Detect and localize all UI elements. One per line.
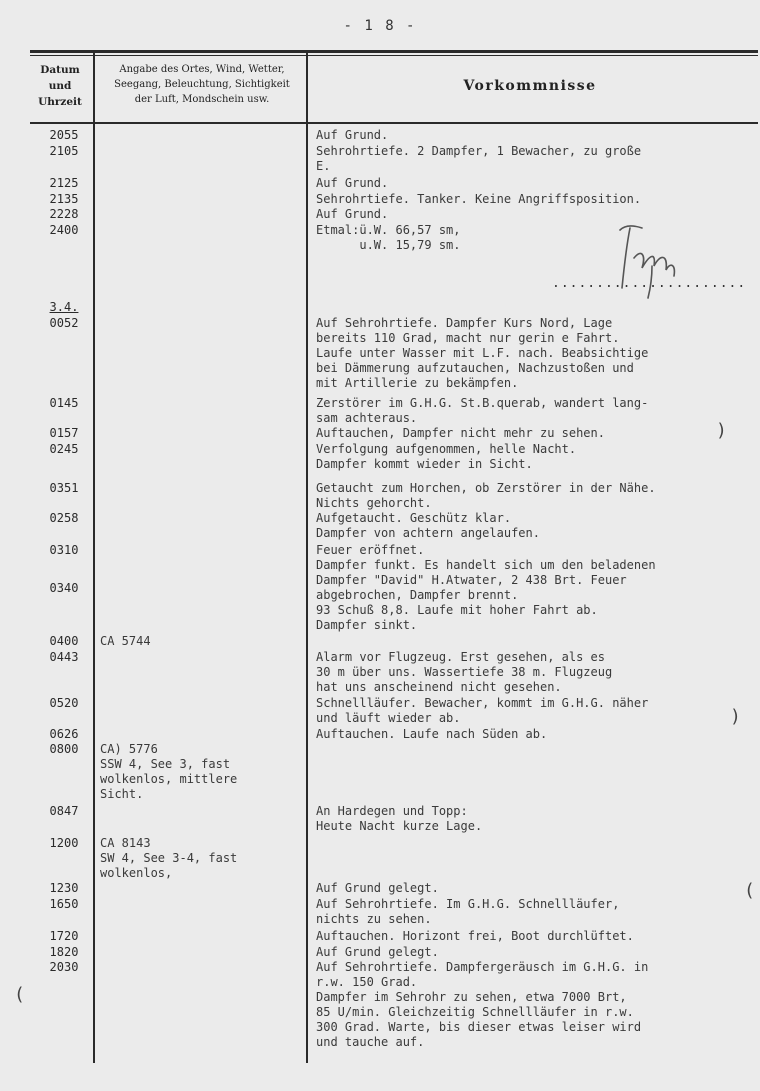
event-line: Auf Grund gelegt. (316, 881, 439, 895)
time-entry: 0520 (49, 696, 79, 710)
time-entry: 0626 (49, 727, 79, 741)
time-entry: 0443 (49, 650, 79, 664)
event-line: r.w. 150 Grad. (316, 975, 418, 989)
event-line: u.W. 15,79 sm. (316, 238, 461, 252)
top-rule-thin (30, 55, 758, 56)
event-line: abgebrochen, Dampfer brennt. (316, 588, 519, 602)
time-entry: 0351 (49, 481, 79, 495)
time-entry: 1820 (49, 945, 79, 959)
header-angabe (98, 62, 306, 107)
event-line: Aufgetaucht. Geschütz klar. (316, 511, 512, 525)
header-datum-line: Uhrzeit (38, 96, 82, 108)
top-rule-thick (30, 50, 758, 53)
weather-entry: SSW 4, See 3, fast (100, 757, 231, 771)
column-divider-2 (306, 53, 308, 1063)
time-entry: 1650 (49, 897, 79, 911)
event-line: Auf Sehrohrtiefe. Dampfer Kurs Nord, Lage (316, 316, 613, 330)
event-line: Auf Sehrohrtiefe. Dampfergeräusch im G.H.G. in (316, 960, 649, 974)
time-entry: 0145 (49, 396, 79, 410)
time-entry: 2228 (49, 207, 79, 221)
time-entry: 0400 (49, 634, 79, 648)
event-line: Heute Nacht kurze Lage. (316, 819, 483, 833)
event-line: Dampfer kommt wieder in Sicht. (316, 457, 533, 471)
event-line: Laufe unter Wasser mit L.F. nach. Beabsichtige (316, 346, 649, 360)
event-line: Dampfer sinkt. (316, 618, 418, 632)
event-line: und läuft wieder ab. (316, 711, 461, 725)
time-entry: 1200 (49, 836, 79, 850)
event-line: Alarm vor Flugzeug. Erst gesehen, als es (316, 650, 605, 664)
event-line: Dampfer von achtern angelaufen. (316, 526, 540, 540)
location-entry: CA 8143 (100, 836, 151, 850)
weather-entry: wolkenlos, mittlere (100, 772, 238, 786)
event-line: Auftauchen, Dampfer nicht mehr zu sehen. (316, 426, 605, 440)
event-line: Auftauchen. Laufe nach Süden ab. (316, 727, 548, 741)
event-line: An Hardegen und Topp: (316, 804, 468, 818)
page-number: - 1 8 - (343, 18, 417, 34)
header-datum (30, 62, 90, 110)
event-line: Nichts gehorcht. (316, 496, 432, 510)
event-line: Feuer eröffnet. (316, 543, 425, 557)
event-line: Getaucht zum Horchen, ob Zerstörer in der Nähe. (316, 481, 656, 495)
event-line: Dampfer "David" H.Atwater, 2 438 Brt. Feuer (316, 573, 627, 587)
event-line: Sehrohrtiefe. Tanker. Keine Angriffsposition. (316, 192, 642, 206)
margin-mark: ( (14, 984, 25, 1005)
time-entry: 1720 (49, 929, 79, 943)
header-datum-line: und (48, 80, 72, 92)
event-line: Auf Grund. (316, 176, 389, 190)
margin-mark: ) (716, 420, 727, 441)
time-entry: 2125 (49, 176, 79, 190)
event-line: Dampfer im Sehrohr zu sehen, etwa 7000 Brt, (316, 990, 627, 1004)
time-entry: 2105 (49, 144, 79, 158)
event-line: Auf Grund. (316, 207, 389, 221)
time-entry: 0800 (49, 742, 79, 756)
date-entry: 3.4. (49, 300, 79, 314)
weather-entry: SW 4, See 3-4, fast (100, 851, 238, 865)
location-entry: CA 5744 (100, 634, 151, 648)
event-line: Auf Grund gelegt. (316, 945, 439, 959)
event-line: 93 Schuß 8,8. Laufe mit hoher Fahrt ab. (316, 603, 598, 617)
event-line: bereits 110 Grad, macht nur gerin e Fahrt. (316, 331, 620, 345)
event-line: Etmal:ü.W. 66,57 sm, (316, 223, 461, 237)
event-line: Dampfer funkt. Es handelt sich um den beladenen (316, 558, 656, 572)
weather-entry: Sicht. (100, 787, 144, 801)
time-entry: 0245 (49, 442, 79, 456)
time-entry: 1230 (49, 881, 79, 895)
event-line: nichts zu sehen. (316, 912, 432, 926)
time-entry: 2135 (49, 192, 79, 206)
time-entry: 2030 (49, 960, 79, 974)
weather-entry: wolkenlos, (100, 866, 173, 880)
event-line: 30 m über uns. Wassertiefe 38 m. Flugzeug (316, 665, 613, 679)
time-entry: 0052 (49, 316, 79, 330)
event-line: Verfolgung aufgenommen, helle Nacht. (316, 442, 577, 456)
time-entry: 0847 (49, 804, 79, 818)
event-line: Auf Grund. (316, 128, 389, 142)
event-line: 300 Grad. Warte, bis dieser etwas leiser wird (316, 1020, 642, 1034)
margin-mark: ( (744, 880, 755, 901)
header-vorkommnisse: Vorkommnisse (463, 78, 597, 94)
time-entry: 0258 (49, 511, 79, 525)
event-line: hat uns anscheinend nicht gesehen. (316, 680, 562, 694)
event-line: Zerstörer im G.H.G. St.B.querab, wandert lang- (316, 396, 649, 410)
event-line: Schnellläufer. Bewacher, kommt im G.H.G. näher (316, 696, 649, 710)
event-line: E. (316, 159, 331, 173)
time-entry: 2400 (49, 223, 79, 237)
event-line: Auftauchen. Horizont frei, Boot durchlüftet. (316, 929, 634, 943)
time-entry: 0310 (49, 543, 79, 557)
event-line: Auf Sehrohrtiefe. Im G.H.G. Schnellläufer, (316, 897, 620, 911)
event-line: sam achteraus. (316, 411, 418, 425)
event-line: bei Dämmerung aufzutauchen, Nachzustoßen und (316, 361, 634, 375)
event-line: und tauche auf. (316, 1035, 425, 1049)
time-entry: 0157 (49, 426, 79, 440)
time-entry: 0340 (49, 581, 79, 595)
event-line: 85 U/min. Gleichzeitig Schnellläufer in r.w. (316, 1005, 634, 1019)
header-angabe-line: Seegang, Beleuchtung, Sichtigkeit (114, 79, 290, 90)
header-angabe-line: Angabe des Ortes, Wind, Wetter, (119, 64, 285, 75)
margin-mark: ) (730, 706, 741, 727)
event-line: Sehrohrtiefe. 2 Dampfer, 1 Bewacher, zu große (316, 144, 642, 158)
time-entry: 2055 (49, 128, 79, 142)
column-divider-1 (93, 53, 95, 1063)
header-angabe-line: der Luft, Mondschein usw. (134, 94, 270, 105)
location-entry: CA) 5776 (100, 742, 158, 756)
header-bottom-rule (30, 122, 758, 124)
event-line: mit Artillerie zu bekämpfen. (316, 376, 519, 390)
header-datum-line: Datum (40, 64, 80, 76)
separator-dots: ...................... (552, 276, 747, 291)
